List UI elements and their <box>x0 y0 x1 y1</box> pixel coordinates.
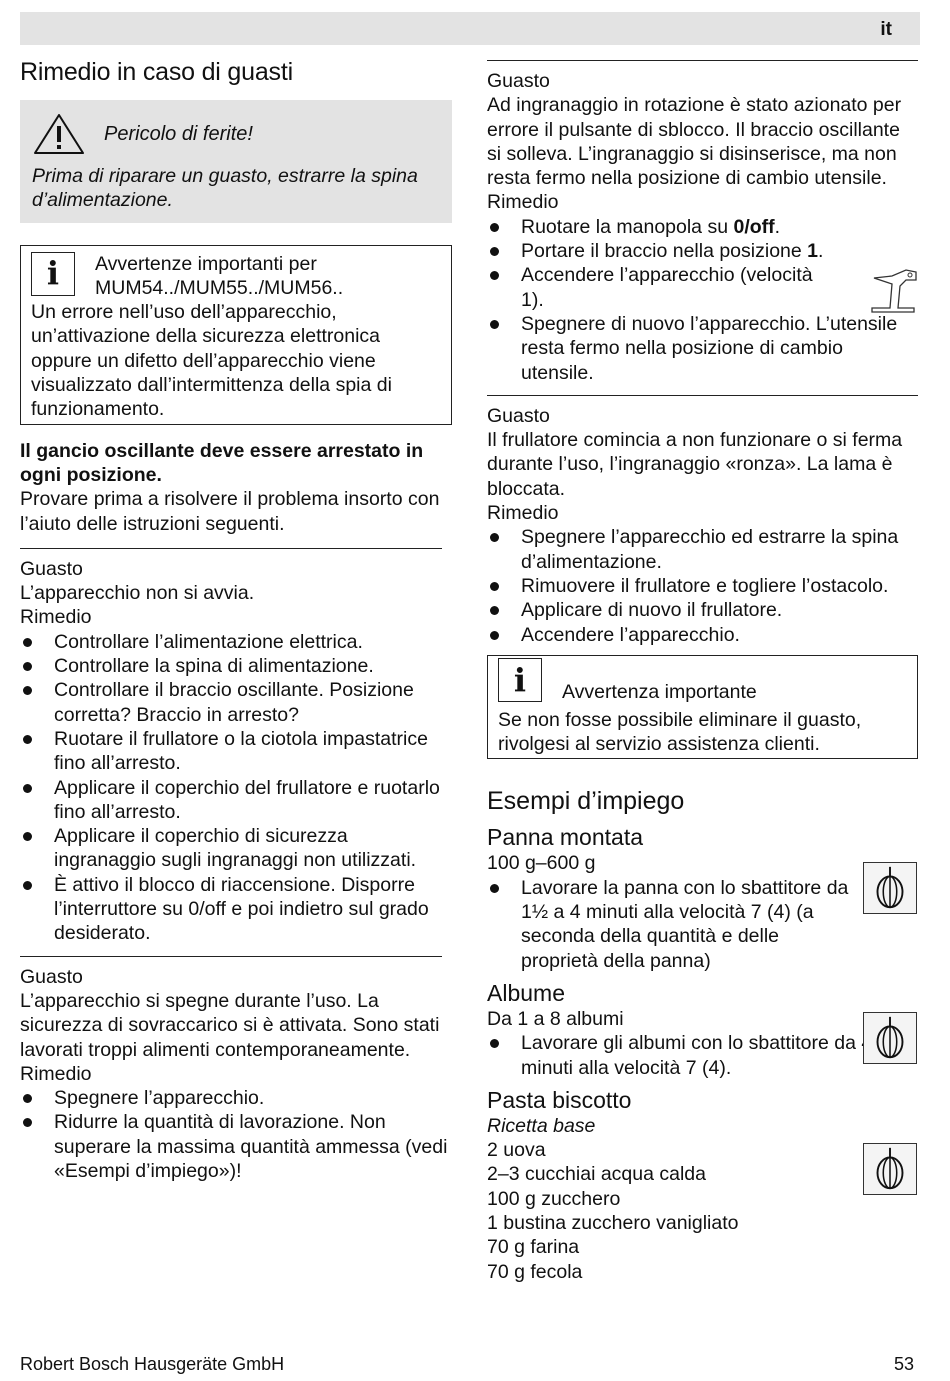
recipe-line: 1 bustina zucchero vanigliato <box>487 1211 739 1234</box>
notice-text: Se non fosse possibile eliminare il guasto, rivolgesi al servizio assistenza clienti. <box>498 708 862 756</box>
rimedio-label: Rimedio <box>20 606 92 629</box>
fault-block-3 <box>487 69 918 385</box>
list-item: Rimuovere il frullatore e togliere l’ostacolo. <box>487 574 918 598</box>
fault-block-2 <box>20 965 452 1184</box>
list-item: Controllare l’alimentazione elettrica. <box>20 630 452 654</box>
danger-box <box>20 100 452 223</box>
rimedio-list <box>20 630 452 946</box>
info-title-line1: Avvertenze importanti per <box>95 252 317 275</box>
divider <box>487 395 918 396</box>
footer-company: Robert Bosch Hausgeräte GmbH <box>20 1354 285 1374</box>
recipe-line: 100 g zucchero <box>487 1187 621 1210</box>
recipe-subtitle: Ricetta base <box>487 1114 596 1137</box>
list-item: Spegnere l’apparecchio. <box>20 1086 452 1110</box>
guasto-text: L’apparecchio non si avvia. <box>20 582 255 605</box>
list-item: Spegnere l’apparecchio ed estrarre la spina d’alimentazione. <box>487 525 918 574</box>
divider <box>487 60 918 61</box>
guasto-label: Guasto <box>487 70 550 92</box>
info-box <box>20 245 452 425</box>
intro-text: Provare prima a risolvere il problema insorto con l’aiuto delle istruzioni seguenti. <box>20 488 440 535</box>
list-item: Ridurre la quantità di lavorazione. Non superare la massima quantità ammessa (vedi «Esempi d’impiego»)! <box>20 1110 452 1183</box>
rimedio-list <box>487 215 918 385</box>
right-column <box>487 60 918 1284</box>
section-title-troubleshooting: Rimedio in caso di guasti <box>20 58 293 86</box>
example-title: Pasta biscotto <box>487 1086 632 1113</box>
info-title-line2: MUM54../MUM55../MUM56.. <box>95 276 344 299</box>
divider <box>20 956 442 957</box>
list-item: Applicare il coperchio del frullatore e ruotarlo fino all’arresto. <box>20 776 452 825</box>
whisk-icon <box>863 1143 917 1195</box>
notice-title: Avvertenza importante <box>562 680 757 703</box>
list-item: Spegnere di nuovo l’apparecchio. L’utensile resta fermo nella posizione di cambio utensile. <box>487 312 918 385</box>
example-title: Panna montata <box>487 824 644 851</box>
header-bar <box>20 12 920 45</box>
fault-block-1 <box>20 557 452 946</box>
rimedio-label: Rimedio <box>487 502 559 525</box>
rimedio-label: Rimedio <box>20 1062 92 1085</box>
recipe-line: 70 g farina <box>487 1236 580 1259</box>
danger-title: Pericolo di ferite! <box>104 122 253 145</box>
page-number: 53 <box>893 1354 914 1374</box>
mixer-arm-position-icon <box>870 264 920 316</box>
list-item: Applicare di nuovo il frullatore. <box>487 598 918 622</box>
list-item: Portare il braccio nella posizione 1. <box>487 239 918 263</box>
recipe-line: 70 g fecola <box>487 1260 583 1283</box>
example-quantity: 100 g–600 g <box>487 852 596 875</box>
notice-box <box>487 655 918 760</box>
recipe-line: 2 uova <box>487 1139 546 1162</box>
fault-block-4 <box>487 404 918 647</box>
left-column <box>20 56 452 1183</box>
list-item: Lavorare la panna con lo sbattitore da 1½ a 4 minuti alla velocità 7 (4) (a seconda della quantità e delle proprietà della panna) <box>487 876 856 973</box>
example-albume <box>487 979 918 1080</box>
rimedio-label: Rimedio <box>487 191 559 214</box>
info-icon: i <box>498 658 542 702</box>
rimedio-list <box>487 525 918 646</box>
warning-triangle-icon <box>32 112 86 156</box>
example-title: Albume <box>487 979 565 1006</box>
list-item: Accendere l’apparecchio. <box>487 623 918 647</box>
rimedio-list <box>20 1086 452 1183</box>
example-panna <box>487 823 918 972</box>
guasto-text: Il frullatore comincia a non funzionare o si ferma durante l’uso, l’ingranaggio «ronza». La lama è bloccata. <box>487 429 903 500</box>
example-quantity: Da 1 a 8 albumi <box>487 1007 624 1030</box>
guasto-text: Ad ingranaggio in rotazione è stato azionato per errore il pulsante di sblocco. Il braccio oscillante si solleva. L’ingranaggio si disinserisce, ma non resta fermo nella posizione di cambio utensile. <box>487 94 902 190</box>
intro-bold: Il gancio oscillante deve essere arrestato in ogni posizione. <box>20 439 424 486</box>
language-code: it <box>880 19 892 40</box>
whisk-icon <box>863 1012 917 1064</box>
danger-text: Prima di riparare un guasto, estrarre la spina d’alimentazione. <box>32 165 418 212</box>
divider <box>20 548 442 549</box>
info-icon: i <box>31 252 75 296</box>
list-item: Ruotare la manopola su 0/off. <box>487 215 918 239</box>
list-item: Lavorare gli albumi con lo sbattitore da 4 a 6 minuti alla velocità 7 (4). <box>487 1031 918 1080</box>
whisk-icon <box>863 862 917 914</box>
info-text: Un errore nell’uso dell’apparecchio, un’attivazione della sicurezza elettronica oppure un difetto dell’apparecchio viene visualizzato dall’intermittenza della spia di funzionamento. <box>31 301 392 421</box>
list-item: Controllare la spina di alimentazione. <box>20 654 452 678</box>
list-item: Controllare il braccio oscillante. Posizione corretta? Braccio in arresto? <box>20 678 452 727</box>
list-item: Accendere l’apparecchio (velocità 1). <box>487 263 918 312</box>
list-item: Ruotare il frullatore o la ciotola impastatrice fino all’arresto. <box>20 727 452 776</box>
guasto-label: Guasto <box>20 965 83 988</box>
guasto-label: Guasto <box>20 557 83 580</box>
list-item: Applicare il coperchio di sicurezza ingranaggio sugli ingranaggi non utilizzati. <box>20 824 452 873</box>
guasto-text: L’apparecchio si spegne durante l’uso. La sicurezza di sovraccarico si è attivata. Sono stati lavorati troppi alimenti contemporaneamente. <box>20 989 440 1061</box>
section-title-examples: Esempi d’impiego <box>487 787 685 816</box>
recipe-line: 2–3 cucchiai acqua calda <box>487 1163 706 1186</box>
example-pasta <box>487 1086 918 1284</box>
list-item: È attivo il blocco di riaccensione. Disporre l’interruttore su 0/off e poi indietro sul grado desiderato. <box>20 873 452 946</box>
guasto-label: Guasto <box>487 404 550 427</box>
